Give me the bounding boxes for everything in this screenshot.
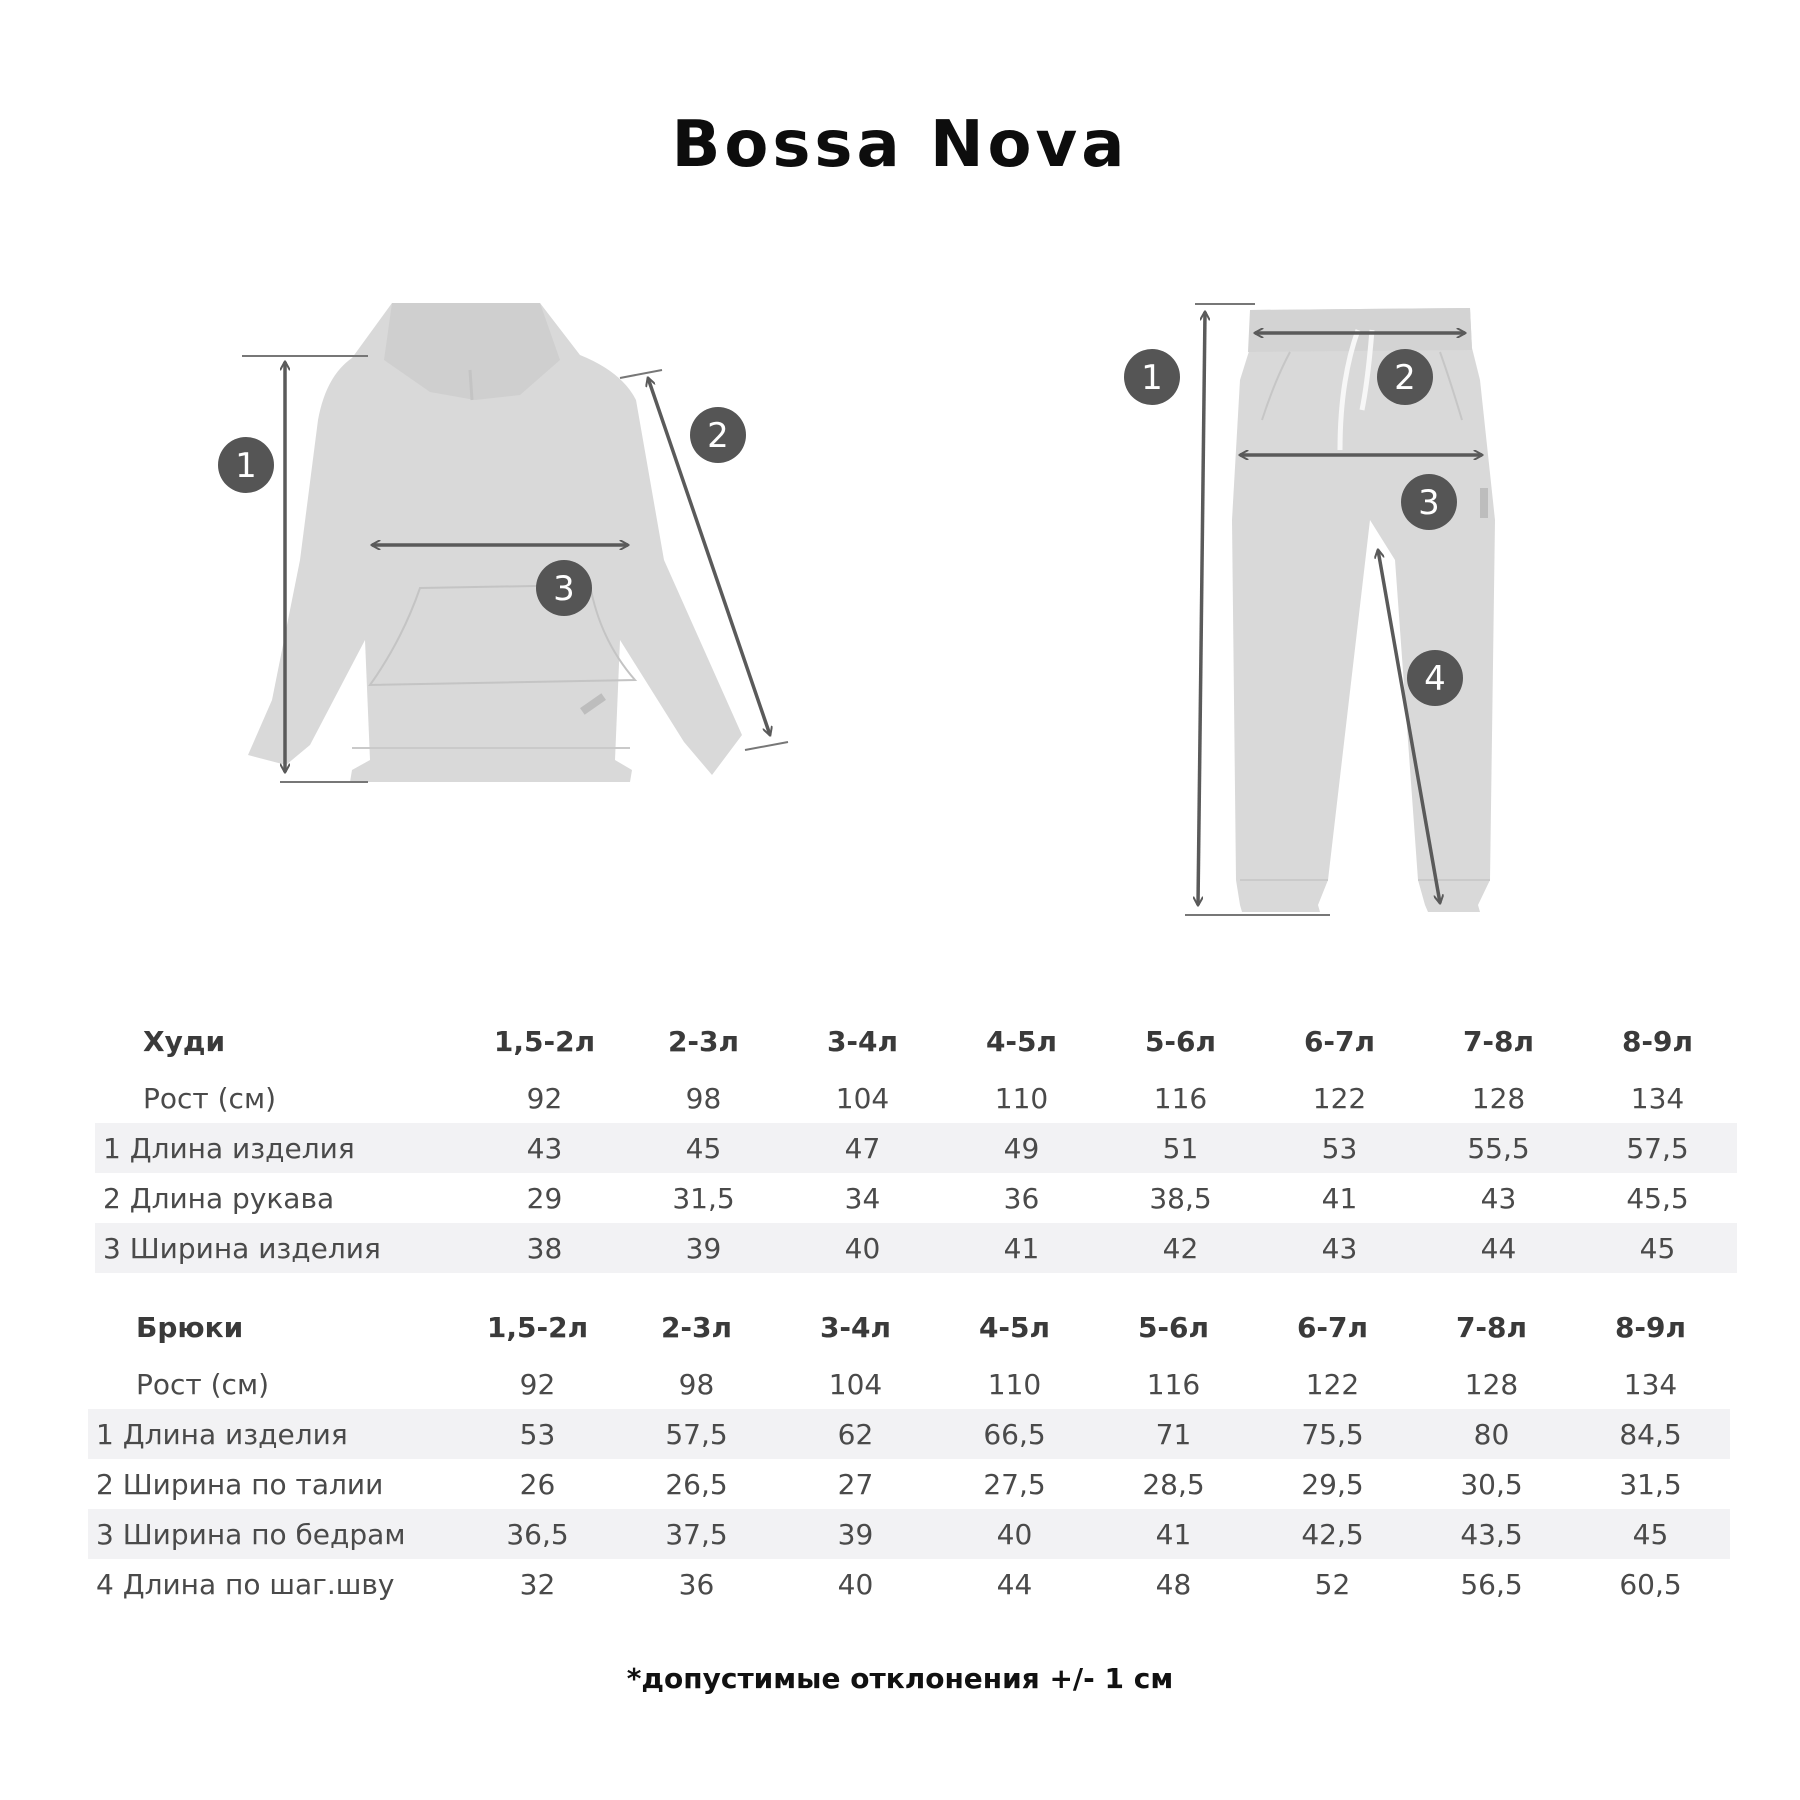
table-cell: 80	[1412, 1409, 1571, 1459]
table-cell: 42,5	[1253, 1509, 1412, 1559]
table-cell: 39	[624, 1223, 783, 1273]
row-label: 1 Длина изделия	[88, 1409, 458, 1459]
table-cell: 134	[1623, 1367, 1678, 1401]
table-cell: 36	[1003, 1181, 1040, 1215]
table-cell: 53	[458, 1409, 617, 1459]
pants-size: 1,5-2л	[486, 1310, 589, 1344]
table-cell: 75,5	[1253, 1409, 1412, 1459]
svg-text:2: 2	[1394, 358, 1416, 398]
pants-illustration	[1232, 308, 1495, 912]
table-cell: 44	[1419, 1223, 1578, 1273]
pants-height-row	[88, 1359, 1730, 1409]
table-cell: 43	[1480, 1181, 1517, 1215]
table-cell: 84,5	[1571, 1409, 1730, 1459]
hoodie-size: 4-5л	[985, 1024, 1058, 1058]
table-cell: 47	[783, 1123, 942, 1173]
table-cell: 110	[994, 1081, 1049, 1115]
hoodie-height-row	[95, 1073, 1737, 1123]
table-cell: 92	[526, 1081, 563, 1115]
table-cell: 92	[519, 1367, 556, 1401]
table-row	[88, 1559, 1730, 1609]
table-cell: 60,5	[1619, 1567, 1682, 1601]
pants-size: 2-3л	[660, 1310, 733, 1344]
table-row	[88, 1509, 1730, 1559]
table-cell: 71	[1094, 1409, 1253, 1459]
table-cell: 116	[1153, 1081, 1208, 1115]
table-cell: 122	[1312, 1081, 1367, 1115]
hoodie-size: 8-9л	[1621, 1024, 1694, 1058]
table-cell: 128	[1471, 1081, 1526, 1115]
hoodie-size: 5-6л	[1144, 1024, 1217, 1058]
svg-text:1: 1	[235, 446, 257, 486]
pants-badge-2	[1377, 349, 1433, 405]
table-cell: 43	[1260, 1223, 1419, 1273]
svg-text:1: 1	[1141, 358, 1163, 398]
table-cell: 41	[1321, 1181, 1358, 1215]
table-cell: 122	[1305, 1367, 1360, 1401]
pants-size: 4-5л	[978, 1310, 1051, 1344]
hoodie-size: 1,5-2л	[493, 1024, 596, 1058]
row-label: 3 Ширина изделия	[95, 1223, 465, 1273]
table-cell: 53	[1260, 1123, 1419, 1173]
hoodie-illustration	[248, 303, 742, 782]
hoodie-size-header-row	[95, 1009, 1737, 1073]
table-row	[95, 1123, 1737, 1173]
table-cell: 36	[678, 1567, 715, 1601]
table-cell: 40	[935, 1509, 1094, 1559]
table-cell: 104	[835, 1081, 890, 1115]
table-cell: 57,5	[1578, 1123, 1737, 1173]
hoodie-badge-3	[536, 560, 592, 616]
table-row	[88, 1459, 1730, 1509]
table-cell: 51	[1101, 1123, 1260, 1173]
table-cell: 40	[837, 1567, 874, 1601]
table-cell: 39	[776, 1509, 935, 1559]
svg-text:2: 2	[707, 416, 729, 456]
row-label: 3 Ширина по бедрам	[88, 1509, 458, 1559]
table-cell: 38	[465, 1223, 624, 1273]
table-cell: 38,5	[1149, 1181, 1212, 1215]
svg-text:3: 3	[1418, 483, 1440, 523]
table-row	[95, 1223, 1737, 1273]
hoodie-badge-1	[218, 437, 274, 493]
table-cell: 45	[1578, 1223, 1737, 1273]
table-cell: 45	[624, 1123, 783, 1173]
table-cell: 30,5	[1460, 1467, 1523, 1501]
table-cell: 32	[519, 1567, 556, 1601]
row-label: Рост (см)	[143, 1081, 276, 1115]
table-cell: 66,5	[935, 1409, 1094, 1459]
pants-badge-1	[1124, 349, 1180, 405]
table-cell: 26,5	[665, 1467, 728, 1501]
pants-size: 3-4л	[819, 1310, 892, 1344]
row-label: 2 Длина рукава	[103, 1181, 335, 1215]
row-label: 2 Ширина по талии	[96, 1467, 384, 1501]
hoodie-size: 2-3л	[667, 1024, 740, 1058]
brand-title: Bossa Nova	[671, 108, 1129, 182]
hoodie-size: 7-8л	[1462, 1024, 1535, 1058]
hoodie-size-table	[95, 1009, 1737, 1273]
table-cell: 98	[678, 1367, 715, 1401]
table-row	[95, 1173, 1737, 1223]
table-cell: 29,5	[1301, 1467, 1364, 1501]
hoodie-badge-2	[690, 407, 746, 463]
tolerance-footnote: *допустимые отклонения +/- 1 см	[626, 1662, 1174, 1695]
table-cell: 34	[844, 1181, 881, 1215]
table-cell: 134	[1630, 1081, 1685, 1115]
pants-size: 7-8л	[1455, 1310, 1528, 1344]
table-cell: 43,5	[1412, 1509, 1571, 1559]
table-cell: 42	[1101, 1223, 1260, 1273]
table-cell: 52	[1314, 1567, 1351, 1601]
table-cell: 62	[776, 1409, 935, 1459]
table-cell: 26	[519, 1467, 556, 1501]
table-cell: 48	[1155, 1567, 1192, 1601]
table-cell: 40	[783, 1223, 942, 1273]
table-cell: 57,5	[617, 1409, 776, 1459]
pants-size: 5-6л	[1137, 1310, 1210, 1344]
svg-text:3: 3	[553, 569, 575, 609]
table-cell: 36,5	[458, 1509, 617, 1559]
table-cell: 49	[942, 1123, 1101, 1173]
table-row	[88, 1409, 1730, 1459]
hoodie-size: 3-4л	[826, 1024, 899, 1058]
table-cell: 29	[526, 1181, 563, 1215]
pants-size-table	[88, 1295, 1730, 1609]
table-cell: 45,5	[1626, 1181, 1689, 1215]
table-cell: 28,5	[1142, 1467, 1205, 1501]
table-cell: 45	[1571, 1509, 1730, 1559]
table-cell: 37,5	[617, 1509, 776, 1559]
svg-text:4: 4	[1424, 659, 1446, 699]
pants-size: 8-9л	[1614, 1310, 1687, 1344]
hoodie-size: 6-7л	[1303, 1024, 1376, 1058]
table-cell: 41	[942, 1223, 1101, 1273]
hoodie-table-title: Худи	[143, 1024, 226, 1058]
pants-size: 6-7л	[1296, 1310, 1369, 1344]
table-cell: 44	[996, 1567, 1033, 1601]
row-label: Рост (см)	[136, 1367, 269, 1401]
pants-table-title: Брюки	[136, 1310, 244, 1344]
row-label: 1 Длина изделия	[95, 1123, 465, 1173]
table-cell: 43	[465, 1123, 624, 1173]
pants-badge-3	[1401, 474, 1457, 530]
pants-badge-4	[1407, 650, 1463, 706]
table-cell: 110	[987, 1367, 1042, 1401]
table-cell: 27,5	[983, 1467, 1046, 1501]
table-cell: 55,5	[1419, 1123, 1578, 1173]
table-cell: 31,5	[672, 1181, 735, 1215]
table-cell: 116	[1146, 1367, 1201, 1401]
table-cell: 128	[1464, 1367, 1519, 1401]
table-cell: 104	[828, 1367, 883, 1401]
table-cell: 27	[837, 1467, 874, 1501]
row-label: 4 Длина по шаг.шву	[96, 1567, 395, 1601]
table-cell: 56,5	[1460, 1567, 1523, 1601]
pants-size-header-row	[88, 1295, 1730, 1359]
table-cell: 98	[685, 1081, 722, 1115]
table-cell: 41	[1094, 1509, 1253, 1559]
table-cell: 31,5	[1619, 1467, 1682, 1501]
